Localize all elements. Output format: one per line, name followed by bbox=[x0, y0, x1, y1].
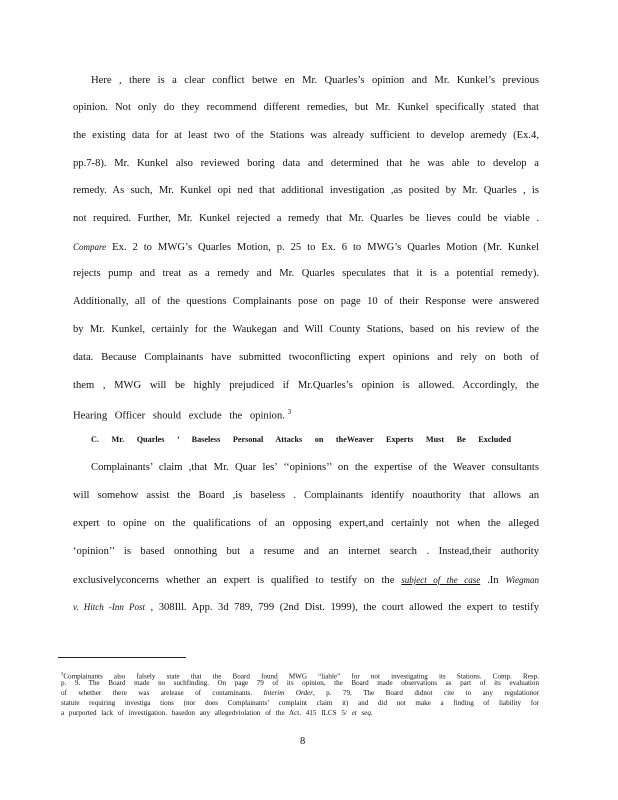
body-text-line: opinion. Not only do they recommend different remedies, but Mr. Kunkel specifically stated that bbox=[73, 102, 539, 113]
interim-order: Interim Order bbox=[263, 689, 313, 697]
body-text-line: not required. Further, Mr. Kunkel rejected a remedy that Mr. Quarles be lieves could be viable . bbox=[73, 213, 539, 224]
body-text-line: data. Because Complainants have submitted twoconflicting expert opinions and rely on both of bbox=[73, 352, 539, 363]
body-text-line: them , MWG will be highly prejudiced if Mr.Quarles’s opinion is allowed. Accordingly, the bbox=[73, 380, 539, 391]
footnote-marker: 3 bbox=[61, 671, 64, 676]
body-text-line bbox=[73, 406, 539, 424]
footnote-line: of whether there was arelease of contaminants. Interim Order, p. 79. The Board didnot cite to any regulationor bbox=[61, 689, 539, 697]
body-text-line: Additionally, all of the questions Complainants pose on page 10 of their Response were answered bbox=[73, 296, 539, 307]
body-text-line: the existing data for at least two of the Stations was already sufficient to develop aremedy (Ex.4, bbox=[73, 130, 539, 141]
et-seq: et seq. bbox=[351, 709, 373, 717]
body-text-line: Complainants’ claim ,that Mr. Quar les’ ‘‘opinions’’ on the expertise of the Weaver consultants bbox=[91, 462, 539, 473]
compare-signal: Compare bbox=[73, 242, 107, 252]
body-text-line: by Mr. Kunkel, certainly for the Waukegan and Will County Stations, based on his review of the bbox=[73, 324, 539, 335]
body-text-line bbox=[73, 573, 539, 588]
body-text-line: rejects pump and treat as a remedy and Mr. Quarles speculates that it is a potential remedy). bbox=[73, 268, 539, 279]
text-segment: exclusivelyconcerns whether an expert is qualified to testify on the bbox=[73, 575, 395, 586]
footnote-line: a purported lack of investigation. basedon any allegedviolation of the Act. 415 ILCS 5/ et seq. bbox=[61, 709, 373, 717]
closing-sentence: Hearing Officer should exclude the opinion. bbox=[73, 410, 285, 422]
section-heading: C. Mr. Quarles ’ Baseless Personal Attacks on theWeaver Experts Must Be Excluded bbox=[91, 435, 511, 444]
page-number: 8 bbox=[300, 736, 306, 747]
body-text-line: expert to opine on the qualifications of an opposing expert,and certainly not when the alleged bbox=[73, 518, 539, 529]
body-text-line: remedy. As such, Mr. Kunkel opi ned that additional investigation ,as posited by Mr. Quarles , is bbox=[73, 185, 539, 196]
citation-text: , 308Ill. App. 3d 789, 799 (2nd Dist. 1999), the court allowed the expert to testify bbox=[150, 602, 539, 613]
case-name: Wiegman bbox=[505, 575, 539, 585]
body-text-line bbox=[73, 240, 539, 255]
body-text-line: pp.7-8). Mr. Kunkel also reviewed boring data and determined that he was able to develop a bbox=[73, 158, 539, 169]
case-name: v. Hitch -Inn Post bbox=[73, 602, 145, 612]
subject-of-case: subject of the case bbox=[401, 575, 481, 585]
body-text-line bbox=[73, 600, 539, 615]
citation-text: Ex. 2 to MWG’s Quarles Motion, p. 25 to Ex. 6 to MWG’s Quarles Motion (Mr. Kunkel bbox=[112, 242, 539, 253]
footnote-divider bbox=[58, 657, 186, 658]
body-text-line: Here , there is a clear conflict betwe en Mr. Quarles’s opinion and Mr. Kunkel’s previous bbox=[91, 75, 539, 86]
footnote-line: statute requiring investiga tions (nor does Complainants’ complaint claim it) and did not make a finding of liability for bbox=[61, 699, 539, 707]
body-text-line: ‘opinion’’ is based onnothing but a resume and an internet search . Instead,their authority bbox=[73, 546, 539, 557]
text-segment: .In bbox=[487, 575, 499, 586]
footnote-line: p. 9. The Board made no suchfinding. On page 79 of its opinion, the Board made observations as part of its evaluation bbox=[61, 679, 539, 687]
footnote-line: $^3$Complainants also falsely state that the Board found MWG “liable” for not investigating its Stations. Comp. Resp. bbox=[61, 671, 539, 681]
body-text-line: will somehow assist the Board ,is baseless . Complainants identify noauthority that allows an bbox=[73, 490, 539, 501]
footnote-reference: 3 bbox=[287, 409, 291, 416]
